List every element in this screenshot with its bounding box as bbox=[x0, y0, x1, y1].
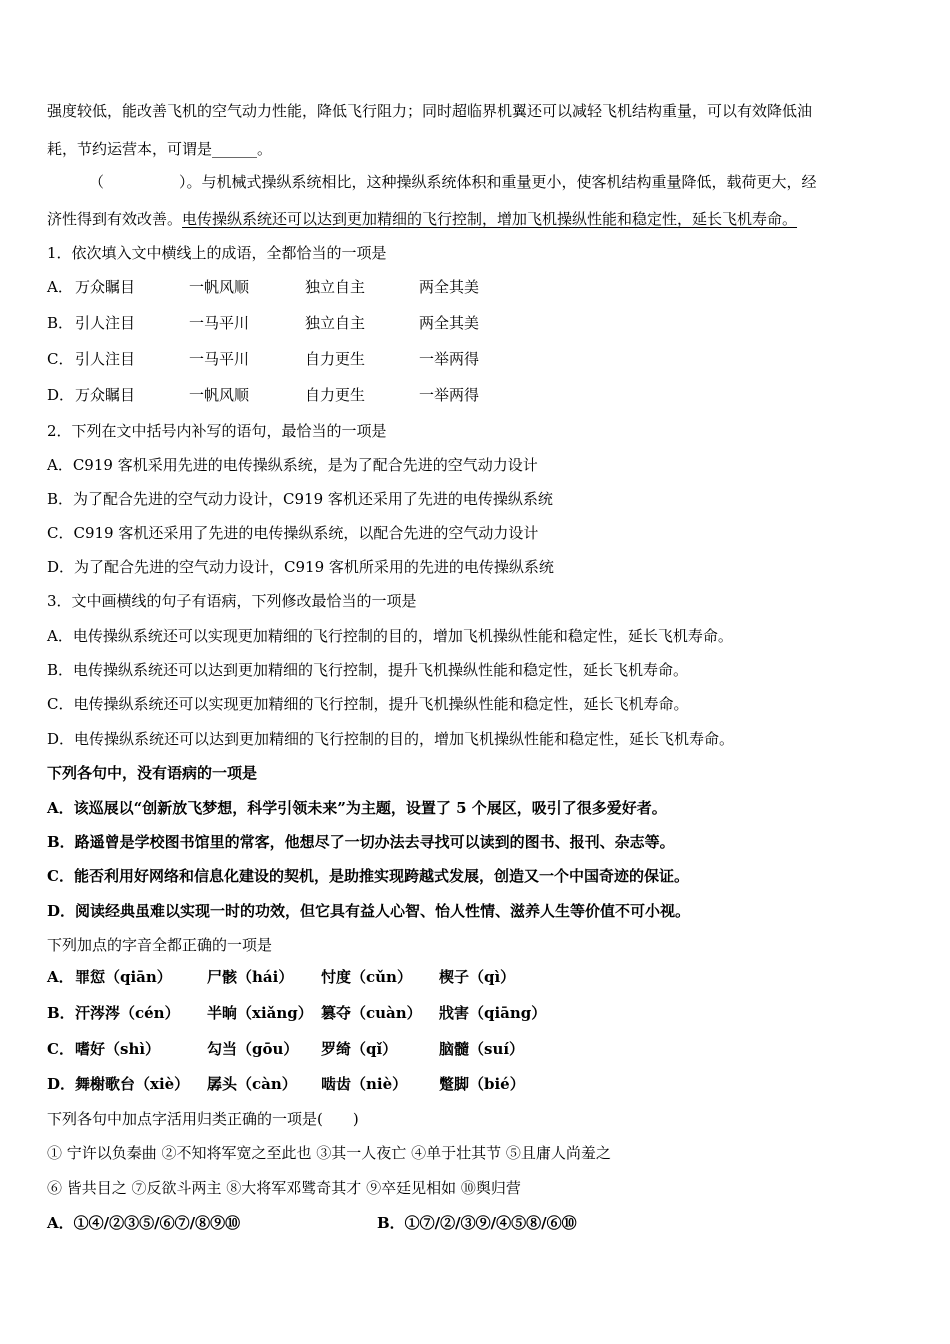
option-item: 万众瞩目 bbox=[75, 278, 136, 296]
option-item: 引人注目 bbox=[75, 314, 136, 332]
q3-option-a: A．电传操纵系统还可以实现更加精细的飞行控制的目的，增加飞机操纵性能和稳定性，延长飞机寿命。 bbox=[47, 627, 733, 645]
underlined-sentence: 电传操纵系统还可以达到更加精细的飞行控制，增加飞机操纵性能和稳定性，延长飞机寿命。 bbox=[182, 210, 798, 228]
q6-sentences-line-2: ⑥ 皆共目之 ⑦反欲斗两主 ⑧大将军邓骘奇其才 ⑨卒廷见相如 ⑩舆归营 bbox=[47, 1179, 521, 1197]
q6-option-b: B．①⑦/②/③⑨/④⑤⑧/⑥⑩ bbox=[377, 1214, 577, 1232]
passage-line-4 bbox=[47, 208, 910, 230]
q6-options bbox=[47, 1212, 910, 1234]
option-item: 两全其美 bbox=[419, 278, 480, 296]
option-label: C． bbox=[47, 1040, 74, 1058]
option-item: 一帆风顺 bbox=[189, 278, 250, 296]
option-label: B． bbox=[47, 1004, 75, 1022]
q5-option-b bbox=[47, 1002, 910, 1024]
q1-option-b bbox=[47, 312, 910, 334]
passage-line-2: 耗，节约运营本，可谓是______。 bbox=[47, 140, 273, 158]
option-label: D． bbox=[47, 386, 75, 404]
option-item: 一马平川 bbox=[189, 314, 250, 332]
option-item: 半晌（xiǎng） bbox=[207, 1004, 313, 1022]
q4-option-b: B．路遥曾是学校图书馆里的常客，他想尽了一切办法去寻找可以读到的图书、报刊、杂志等。 bbox=[47, 833, 675, 851]
q3-stem: 3．文中画横线的句子有语病，下列修改最恰当的一项是 bbox=[47, 592, 417, 610]
option-item: 舞榭歌台（xiè） bbox=[75, 1075, 190, 1093]
option-item: 罗绮（qǐ） bbox=[321, 1040, 398, 1058]
option-item: 篡夺（cuàn） bbox=[321, 1004, 422, 1022]
q2-option-d: D．为了配合先进的空气动力设计，C919 客机所采用的先进的电传操纵系统 bbox=[47, 558, 554, 576]
option-item: 孱头（càn） bbox=[207, 1075, 297, 1093]
q1-stem: 1．依次填入文中横线上的成语，全都恰当的一项是 bbox=[47, 244, 387, 262]
option-item: 汗涔涔（cén） bbox=[75, 1004, 180, 1022]
option-label: B． bbox=[47, 314, 74, 332]
option-item: 罪愆（qiān） bbox=[75, 968, 172, 986]
option-item: 万众瞩目 bbox=[75, 386, 136, 404]
option-item: 自力更生 bbox=[305, 350, 366, 368]
q4-stem: 下列各句中，没有语病的一项是 bbox=[47, 764, 258, 782]
option-item: 两全其美 bbox=[419, 314, 480, 332]
q4-option-d: D．阅读经典虽难以实现一时的功效，但它具有益人心智、怡人性情、滋养人生等价值不可小视。 bbox=[47, 902, 691, 920]
option-item: 脑髓（suí） bbox=[439, 1040, 525, 1058]
option-item: 引人注目 bbox=[75, 350, 136, 368]
q2-option-b: B．为了配合先进的空气动力设计，C919 客机还采用了先进的电传操纵系统 bbox=[47, 490, 553, 508]
q5-option-d bbox=[47, 1073, 910, 1095]
passage-line-3: （ ）。与机械式操纵系统相比，这种操纵系统体积和重量更小，使客机结构重量降低，载荷更大，经 bbox=[89, 173, 817, 191]
option-item: 楔子（qì） bbox=[439, 968, 516, 986]
q2-option-c: C．C919 客机还采用了先进的电传操纵系统，以配合先进的空气动力设计 bbox=[47, 524, 539, 542]
option-item: 戕害（qiāng） bbox=[439, 1004, 547, 1022]
q6-option-a: A．①④/②③⑤/⑥⑦/⑧⑨⑩ bbox=[47, 1214, 241, 1232]
option-item: 一马平川 bbox=[189, 350, 250, 368]
option-item: 独立自主 bbox=[305, 278, 366, 296]
option-item: 蹩脚（bié） bbox=[439, 1075, 525, 1093]
passage-line-1: 强度较低，能改善飞机的空气动力性能，降低飞行阻力；同时超临界机翼还可以减轻飞机结构重量，可以有效降低油 bbox=[47, 102, 813, 120]
option-item: 一举两得 bbox=[419, 386, 480, 404]
q4-option-c: C．能否利用好网络和信息化建设的契机，是助推实现跨越式发展，创造又一个中国奇迹的保证。 bbox=[47, 867, 689, 885]
q4-option-a: A．该巡展以“创新放飞梦想，科学引领未来”为主题，设置了 5 个展区，吸引了很多爱好者。 bbox=[47, 799, 667, 817]
option-item: 尸骸（hái） bbox=[207, 968, 294, 986]
q1-option-a bbox=[47, 276, 910, 298]
option-item: 独立自主 bbox=[305, 314, 366, 332]
option-label: A． bbox=[47, 968, 74, 986]
q2-option-a: A．C919 客机采用先进的电传操纵系统，是为了配合先进的空气动力设计 bbox=[47, 456, 538, 474]
q1-option-d bbox=[47, 384, 910, 406]
q3-option-c: C．电传操纵系统还可以实现更加精细的飞行控制，提升飞机操纵性能和稳定性，延长飞机寿命。 bbox=[47, 695, 689, 713]
option-item: 一帆风顺 bbox=[189, 386, 250, 404]
q6-stem: 下列各句中加点字活用归类正确的一项是( ) bbox=[47, 1110, 359, 1128]
option-item: 勾当（gōu） bbox=[207, 1040, 299, 1058]
q5-stem: 下列加点的字音全都正确的一项是 bbox=[47, 936, 273, 954]
q3-option-b: B．电传操纵系统还可以达到更加精细的飞行控制，提升飞机操纵性能和稳定性，延长飞机寿命。 bbox=[47, 661, 689, 679]
option-label: D． bbox=[47, 1075, 76, 1093]
option-label: C． bbox=[47, 350, 74, 368]
q3-option-d: D．电传操纵系统还可以达到更加精细的飞行控制的目的，增加飞机操纵性能和稳定性，延长飞机寿命。 bbox=[47, 730, 735, 748]
q5-option-c bbox=[47, 1038, 910, 1060]
option-item: 啮齿（niè） bbox=[321, 1075, 408, 1093]
q6-sentences-line-1: ① 宁许以负秦曲 ②不知将军宽之至此也 ③其一人夜亡 ④单于壮其节 ⑤且庸人尚羞之 bbox=[47, 1144, 611, 1162]
q1-option-c bbox=[47, 348, 910, 370]
option-item: 一举两得 bbox=[419, 350, 480, 368]
passage-line-4-prefix: 济性得到有效改善。 bbox=[47, 210, 183, 228]
option-item: 自力更生 bbox=[305, 386, 366, 404]
option-label: A． bbox=[47, 278, 73, 296]
option-item: 忖度（cǔn） bbox=[321, 968, 412, 986]
q2-stem: 2．下列在文中括号内补写的语句，最恰当的一项是 bbox=[47, 422, 387, 440]
option-item: 嗜好（shì） bbox=[75, 1040, 161, 1058]
q5-option-a bbox=[47, 966, 910, 988]
